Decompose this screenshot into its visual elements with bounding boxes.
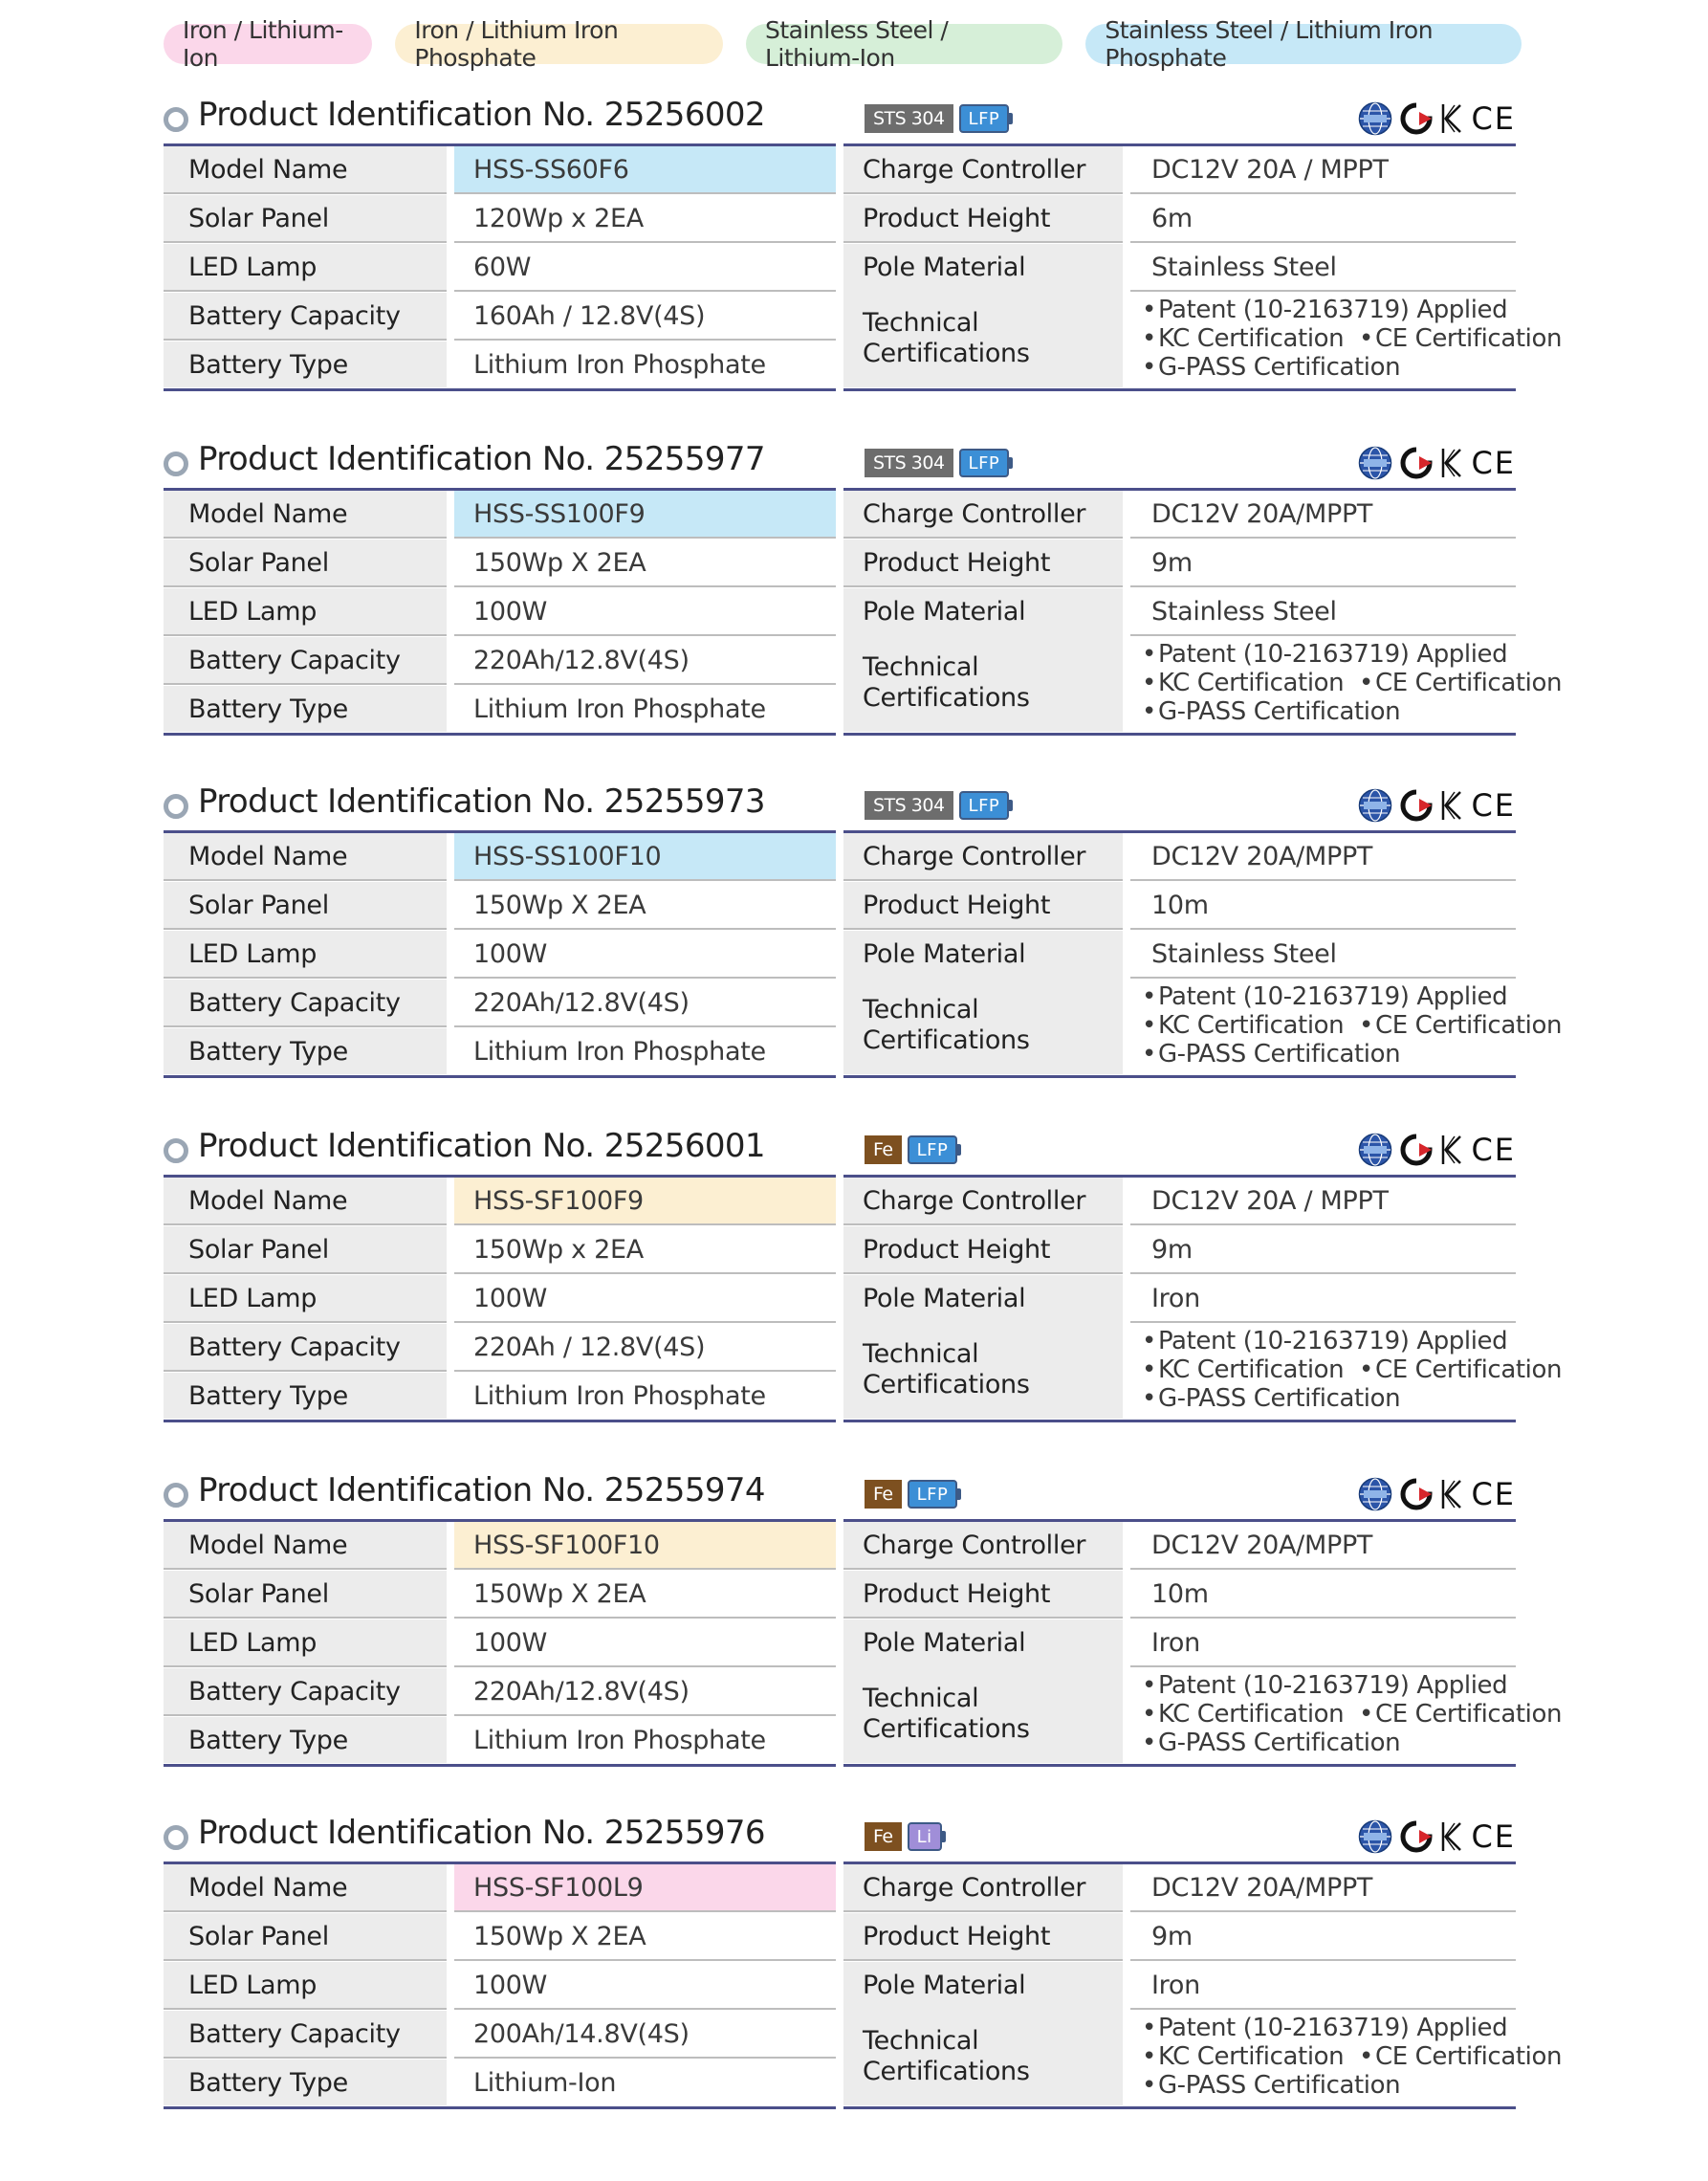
label-model-name: Model Name: [164, 833, 447, 879]
registration-mark-icon: [1400, 1820, 1433, 1853]
label-product-height: Product Height: [843, 195, 1123, 241]
bullet-circle-icon: [164, 452, 188, 476]
material-badge: Fe: [865, 1822, 902, 1851]
battery-badge-label: LFP: [959, 104, 1010, 133]
certification-logos: [1358, 1477, 1516, 1511]
row-solar-panel: [164, 882, 836, 928]
label-battery-capacity: Battery Capacity: [164, 637, 447, 683]
label-pole-material: Pole Material: [843, 931, 1123, 977]
row-led-lamp: [164, 1619, 836, 1665]
certification-logos: [1358, 101, 1516, 136]
value-technical-certifications: •Patent (10-2163719) Applied •KC Certification •CE Certification •G-PASS Certification: [1142, 2014, 1563, 2100]
value-led-lamp: 100W: [473, 938, 548, 969]
value-product-height: 9m: [1151, 1921, 1193, 1951]
label-charge-controller: Charge Controller: [843, 146, 1123, 192]
row-model-name: [164, 146, 836, 192]
label-model-name: Model Name: [164, 1522, 447, 1568]
row-model-name: [164, 833, 836, 879]
cert-ce: CE Certification: [1374, 324, 1563, 353]
cert-ce: CE Certification: [1374, 1700, 1563, 1729]
value-battery-type: Lithium Iron Phosphate: [473, 1380, 766, 1411]
cert-kc: KC Certification: [1157, 1700, 1345, 1729]
row-solar-panel: [164, 1913, 836, 1959]
row-led-lamp: [164, 1275, 836, 1321]
spec-table-right: [843, 488, 1563, 732]
cert-gpass: G-PASS Certification: [1157, 353, 1401, 382]
value-led-lamp: 100W: [473, 1970, 548, 2000]
kc-mark-icon: [1440, 447, 1463, 479]
gpass-globe-icon: [1358, 1133, 1392, 1167]
label-led-lamp: LED Lamp: [164, 1619, 447, 1665]
value-product-height: 10m: [1151, 890, 1209, 920]
label-technical-line1: Technical: [863, 995, 979, 1024]
label-product-height: Product Height: [843, 1226, 1123, 1272]
cert-gpass: G-PASS Certification: [1157, 1384, 1401, 1413]
label-charge-controller: Charge Controller: [843, 1522, 1123, 1568]
legend-pill-sts-lfp: Stainless Steel / Lithium Iron Phosphate: [1085, 24, 1522, 64]
value-charge-controller: DC12V 20A / MPPT: [1151, 1185, 1389, 1216]
legend-pill-iron-li: Iron / Lithium-Ion: [164, 24, 372, 64]
label-led-lamp: LED Lamp: [164, 931, 447, 977]
row-charge-controller: [843, 491, 1516, 537]
ce-mark-icon: CE: [1471, 1818, 1516, 1855]
legend-pill-sts-li: Stainless Steel / Lithium-Ion: [746, 24, 1062, 64]
label-solar-panel: Solar Panel: [164, 882, 447, 928]
bullet-circle-icon: [164, 1138, 188, 1163]
value-solar-panel: 120Wp x 2EA: [473, 203, 644, 233]
label-technical-line2: Certifications: [863, 1025, 1030, 1055]
label-product-height: Product Height: [843, 1571, 1123, 1617]
gpass-globe-icon: [1358, 1819, 1392, 1854]
bullet-circle-icon: [164, 794, 188, 819]
label-technical-line1: Technical: [863, 2026, 979, 2056]
value-led-lamp: 100W: [473, 1627, 548, 1658]
battery-badge-label: LFP: [959, 449, 1010, 477]
battery-badge-label: LFP: [908, 1480, 958, 1509]
value-model-name: HSS-SS60F6: [454, 146, 836, 192]
label-battery-type: Battery Type: [164, 2060, 447, 2105]
label-technical-line1: Technical: [863, 308, 979, 338]
value-pole-material: Iron: [1151, 1970, 1200, 2000]
row-led-lamp: [164, 931, 836, 977]
value-battery-capacity: 200Ah/14.8V(4S): [473, 2018, 690, 2049]
label-solar-panel: Solar Panel: [164, 195, 447, 241]
label-battery-type: Battery Type: [164, 341, 447, 387]
label-battery-type: Battery Type: [164, 1717, 447, 1763]
label-led-lamp: LED Lamp: [164, 244, 447, 290]
value-battery-type: Lithium-Ion: [473, 2067, 617, 2098]
cert-gpass: G-PASS Certification: [1157, 697, 1401, 726]
row-model-name: [164, 491, 836, 537]
value-solar-panel: 150Wp x 2EA: [473, 1234, 644, 1265]
value-battery-capacity: 220Ah/12.8V(4S): [473, 1676, 690, 1707]
label-pole-material: Pole Material: [843, 588, 1123, 634]
row-solar-panel: [164, 195, 836, 241]
row-battery-type: [164, 341, 836, 387]
spec-table-right: [843, 1519, 1563, 1763]
label-charge-controller: Charge Controller: [843, 491, 1123, 537]
value-led-lamp: 100W: [473, 596, 548, 627]
row-pole-material: [843, 244, 1516, 290]
row-solar-panel: [164, 1226, 836, 1272]
battery-badge-label: LFP: [959, 791, 1010, 820]
battery-badge-icon: [908, 1822, 946, 1851]
label-technical-line1: Technical: [863, 1684, 979, 1713]
spec-table-left: [164, 488, 836, 732]
row-battery-capacity: [164, 1324, 836, 1370]
label-battery-capacity: Battery Capacity: [164, 980, 447, 1025]
row-product-height: [843, 540, 1516, 585]
material-badge: STS 304: [865, 104, 953, 133]
spec-table-left: [164, 830, 836, 1074]
cert-patent: Patent (10-2163719) Applied: [1157, 982, 1508, 1011]
value-technical-certifications: •Patent (10-2163719) Applied •KC Certification •CE Certification •G-PASS Certification: [1142, 640, 1563, 726]
cert-ce: CE Certification: [1374, 1355, 1563, 1384]
material-badge: Fe: [865, 1480, 902, 1509]
value-technical-certifications: •Patent (10-2163719) Applied •KC Certification •CE Certification •G-PASS Certification: [1142, 982, 1563, 1068]
value-solar-panel: 150Wp X 2EA: [473, 890, 646, 920]
label-technical-certifications: [843, 290, 1123, 387]
value-solar-panel: 150Wp X 2EA: [473, 1578, 646, 1609]
battery-badge-icon: [959, 104, 1014, 133]
product-header: [164, 1814, 1516, 1862]
battery-badge-icon: [908, 1480, 962, 1509]
kc-mark-icon: [1440, 1478, 1463, 1510]
row-charge-controller: [843, 1178, 1516, 1223]
label-technical-line2: Certifications: [863, 339, 1030, 368]
label-solar-panel: Solar Panel: [164, 540, 447, 585]
row-charge-controller: [843, 146, 1516, 192]
battery-badge-label: Li: [908, 1822, 942, 1851]
label-technical-line2: Certifications: [863, 1714, 1030, 1744]
label-charge-controller: Charge Controller: [843, 833, 1123, 879]
label-technical-certifications: [843, 2008, 1123, 2105]
label-technical-certifications: [843, 1665, 1123, 1763]
value-solar-panel: 150Wp X 2EA: [473, 1921, 646, 1951]
value-charge-controller: DC12V 20A/MPPT: [1151, 1872, 1373, 1903]
row-pole-material: [843, 588, 1516, 634]
product-section-2: [164, 440, 1563, 737]
spec-table-right: [843, 143, 1563, 387]
value-technical-certifications: •Patent (10-2163719) Applied •KC Certification •CE Certification •G-PASS Certification: [1142, 1327, 1563, 1413]
cert-gpass: G-PASS Certification: [1157, 1729, 1401, 1757]
cert-ce: CE Certification: [1374, 1011, 1563, 1040]
label-model-name: Model Name: [164, 1864, 447, 1910]
row-product-height: [843, 882, 1516, 928]
spec-table-right: [843, 1175, 1563, 1419]
row-model-name: [164, 1522, 836, 1568]
value-solar-panel: 150Wp X 2EA: [473, 547, 646, 578]
cert-patent: Patent (10-2163719) Applied: [1157, 2014, 1508, 2042]
value-model-name: HSS-SF100F10: [454, 1522, 836, 1568]
value-pole-material: Iron: [1151, 1627, 1200, 1658]
product-title: Product Identification No. 25255977: [198, 440, 765, 478]
row-battery-type: [164, 1373, 836, 1419]
cert-patent: Patent (10-2163719) Applied: [1157, 1327, 1508, 1355]
row-pole-material: [843, 1962, 1516, 2008]
material-legend: [164, 16, 1522, 72]
cert-patent: Patent (10-2163719) Applied: [1157, 1671, 1508, 1700]
row-battery-type: [164, 2060, 836, 2105]
battery-badge-icon: [908, 1135, 962, 1164]
value-battery-type: Lithium Iron Phosphate: [473, 694, 766, 724]
value-charge-controller: DC12V 20A/MPPT: [1151, 1530, 1373, 1560]
label-technical-certifications: [843, 634, 1123, 732]
label-technical-certifications: [843, 977, 1123, 1074]
label-model-name: Model Name: [164, 1178, 447, 1223]
kc-mark-icon: [1440, 1820, 1463, 1853]
value-pole-material: Stainless Steel: [1151, 252, 1337, 282]
registration-mark-icon: [1400, 1478, 1433, 1510]
label-charge-controller: Charge Controller: [843, 1178, 1123, 1223]
product-section-3: [164, 782, 1563, 1079]
row-model-name: [164, 1864, 836, 1910]
row-battery-capacity: [164, 637, 836, 683]
material-badge: Fe: [865, 1135, 902, 1164]
registration-mark-icon: [1400, 1134, 1433, 1166]
label-battery-capacity: Battery Capacity: [164, 1324, 447, 1370]
value-model-name: HSS-SF100F9: [454, 1178, 836, 1223]
material-badge: STS 304: [865, 449, 953, 477]
registration-mark-icon: [1400, 789, 1433, 822]
product-header: [164, 1471, 1516, 1519]
value-product-height: 9m: [1151, 1234, 1193, 1265]
spec-badges: [865, 449, 1013, 477]
ce-mark-icon: CE: [1471, 1476, 1516, 1512]
product-header: [164, 440, 1516, 488]
spec-table-left: [164, 1519, 836, 1763]
value-model-name: HSS-SF100L9: [454, 1864, 836, 1910]
product-header: [164, 96, 1516, 143]
value-charge-controller: DC12V 20A / MPPT: [1151, 154, 1389, 185]
cert-patent: Patent (10-2163719) Applied: [1157, 296, 1508, 324]
product-title: Product Identification No. 25256002: [198, 96, 765, 134]
label-product-height: Product Height: [843, 1913, 1123, 1959]
row-battery-type: [164, 1028, 836, 1074]
cert-gpass: G-PASS Certification: [1157, 1040, 1401, 1068]
cert-kc: KC Certification: [1157, 1355, 1345, 1384]
battery-badge-icon: [959, 791, 1014, 820]
label-technical-line1: Technical: [863, 1339, 979, 1369]
value-charge-controller: DC12V 20A/MPPT: [1151, 498, 1373, 529]
row-battery-capacity: [164, 293, 836, 339]
cert-kc: KC Certification: [1157, 1011, 1345, 1040]
label-technical-line2: Certifications: [863, 683, 1030, 713]
value-battery-type: Lithium Iron Phosphate: [473, 1725, 766, 1755]
value-battery-capacity: 220Ah/12.8V(4S): [473, 645, 690, 675]
label-led-lamp: LED Lamp: [164, 1962, 447, 2008]
row-product-height: [843, 1913, 1516, 1959]
spec-badges: [865, 1480, 961, 1509]
material-badge: STS 304: [865, 791, 953, 820]
row-charge-controller: [843, 1522, 1516, 1568]
product-title: Product Identification No. 25255974: [198, 1471, 765, 1509]
product-title: Product Identification No. 25255976: [198, 1814, 765, 1852]
label-model-name: Model Name: [164, 491, 447, 537]
product-section-5: [164, 1471, 1563, 1768]
product-header: [164, 782, 1516, 830]
spec-table-left: [164, 1862, 836, 2105]
label-model-name: Model Name: [164, 146, 447, 192]
row-battery-capacity: [164, 980, 836, 1025]
row-charge-controller: [843, 833, 1516, 879]
value-led-lamp: 60W: [473, 252, 532, 282]
spec-table-left: [164, 143, 836, 387]
product-section-6: [164, 1814, 1563, 2110]
battery-badge-label: LFP: [908, 1135, 958, 1164]
row-battery-type: [164, 1717, 836, 1763]
row-led-lamp: [164, 244, 836, 290]
row-led-lamp: [164, 588, 836, 634]
label-technical-certifications: [843, 1321, 1123, 1419]
value-battery-capacity: 220Ah / 12.8V(4S): [473, 1332, 706, 1362]
label-pole-material: Pole Material: [843, 1619, 1123, 1665]
kc-mark-icon: [1440, 789, 1463, 822]
value-battery-capacity: 220Ah/12.8V(4S): [473, 987, 690, 1018]
product-section-4: [164, 1127, 1563, 1423]
bullet-circle-icon: [164, 107, 188, 132]
certification-logos: [1358, 1819, 1516, 1854]
ce-mark-icon: CE: [1471, 100, 1516, 137]
value-technical-certifications: •Patent (10-2163719) Applied •KC Certification •CE Certification •G-PASS Certification: [1142, 1671, 1563, 1757]
spec-badges: [865, 791, 1013, 820]
cert-ce: CE Certification: [1374, 2042, 1563, 2071]
value-pole-material: Iron: [1151, 1283, 1200, 1313]
value-charge-controller: DC12V 20A/MPPT: [1151, 841, 1373, 871]
certification-logos: [1358, 1133, 1516, 1167]
value-battery-type: Lithium Iron Phosphate: [473, 1036, 766, 1067]
gpass-globe-icon: [1358, 101, 1392, 136]
value-model-name: HSS-SS100F10: [454, 833, 836, 879]
cert-ce: CE Certification: [1374, 669, 1563, 697]
bullet-circle-icon: [164, 1483, 188, 1508]
cert-kc: KC Certification: [1157, 2042, 1345, 2071]
spec-table-right: [843, 830, 1563, 1074]
row-solar-panel: [164, 1571, 836, 1617]
battery-badge-icon: [959, 449, 1014, 477]
gpass-globe-icon: [1358, 1477, 1392, 1511]
label-technical-line2: Certifications: [863, 1370, 1030, 1399]
bullet-circle-icon: [164, 1825, 188, 1850]
label-battery-type: Battery Type: [164, 1028, 447, 1074]
label-pole-material: Pole Material: [843, 244, 1123, 290]
cert-gpass: G-PASS Certification: [1157, 2071, 1401, 2100]
spec-badges: [865, 1135, 961, 1164]
row-led-lamp: [164, 1962, 836, 2008]
label-pole-material: Pole Material: [843, 1962, 1123, 2008]
value-pole-material: Stainless Steel: [1151, 938, 1337, 969]
label-solar-panel: Solar Panel: [164, 1913, 447, 1959]
product-title: Product Identification No. 25255973: [198, 782, 765, 821]
value-product-height: 9m: [1151, 547, 1193, 578]
row-product-height: [843, 1571, 1516, 1617]
registration-mark-icon: [1400, 447, 1433, 479]
gpass-globe-icon: [1358, 446, 1392, 480]
label-technical-line1: Technical: [863, 652, 979, 682]
spec-badges: [865, 104, 1013, 133]
row-product-height: [843, 195, 1516, 241]
row-product-height: [843, 1226, 1516, 1272]
ce-mark-icon: CE: [1471, 1132, 1516, 1168]
spec-badges: [865, 1822, 946, 1851]
row-battery-capacity: [164, 1668, 836, 1714]
value-product-height: 10m: [1151, 1578, 1209, 1609]
label-solar-panel: Solar Panel: [164, 1226, 447, 1272]
legend-pill-iron-lfp: Iron / Lithium Iron Phosphate: [395, 24, 723, 64]
registration-mark-icon: [1400, 102, 1433, 135]
ce-mark-icon: CE: [1471, 445, 1516, 481]
product-section-1: [164, 96, 1563, 392]
value-led-lamp: 100W: [473, 1283, 548, 1313]
label-product-height: Product Height: [843, 882, 1123, 928]
kc-mark-icon: [1440, 102, 1463, 135]
row-charge-controller: [843, 1864, 1516, 1910]
label-technical-line2: Certifications: [863, 2057, 1030, 2086]
spec-table-left: [164, 1175, 836, 1419]
product-header: [164, 1127, 1516, 1175]
row-model-name: [164, 1178, 836, 1223]
value-battery-type: Lithium Iron Phosphate: [473, 349, 766, 380]
label-battery-capacity: Battery Capacity: [164, 2011, 447, 2057]
row-pole-material: [843, 1275, 1516, 1321]
product-title: Product Identification No. 25256001: [198, 1127, 765, 1165]
kc-mark-icon: [1440, 1134, 1463, 1166]
label-battery-capacity: Battery Capacity: [164, 1668, 447, 1714]
label-battery-capacity: Battery Capacity: [164, 293, 447, 339]
label-product-height: Product Height: [843, 540, 1123, 585]
cert-patent: Patent (10-2163719) Applied: [1157, 640, 1508, 669]
label-battery-type: Battery Type: [164, 686, 447, 732]
value-model-name: HSS-SS100F9: [454, 491, 836, 537]
certification-logos: [1358, 788, 1516, 823]
row-battery-capacity: [164, 2011, 836, 2057]
cert-kc: KC Certification: [1157, 669, 1345, 697]
row-battery-type: [164, 686, 836, 732]
spec-table-right: [843, 1862, 1563, 2105]
cert-kc: KC Certification: [1157, 324, 1345, 353]
label-led-lamp: LED Lamp: [164, 1275, 447, 1321]
value-battery-capacity: 160Ah / 12.8V(4S): [473, 300, 706, 331]
certification-logos: [1358, 446, 1516, 480]
row-solar-panel: [164, 540, 836, 585]
value-pole-material: Stainless Steel: [1151, 596, 1337, 627]
label-led-lamp: LED Lamp: [164, 588, 447, 634]
ce-mark-icon: CE: [1471, 787, 1516, 824]
label-pole-material: Pole Material: [843, 1275, 1123, 1321]
row-pole-material: [843, 931, 1516, 977]
label-charge-controller: Charge Controller: [843, 1864, 1123, 1910]
value-technical-certifications: •Patent (10-2163719) Applied •KC Certification •CE Certification •G-PASS Certification: [1142, 296, 1563, 382]
row-pole-material: [843, 1619, 1516, 1665]
label-solar-panel: Solar Panel: [164, 1571, 447, 1617]
label-battery-type: Battery Type: [164, 1373, 447, 1419]
gpass-globe-icon: [1358, 788, 1392, 823]
value-product-height: 6m: [1151, 203, 1193, 233]
